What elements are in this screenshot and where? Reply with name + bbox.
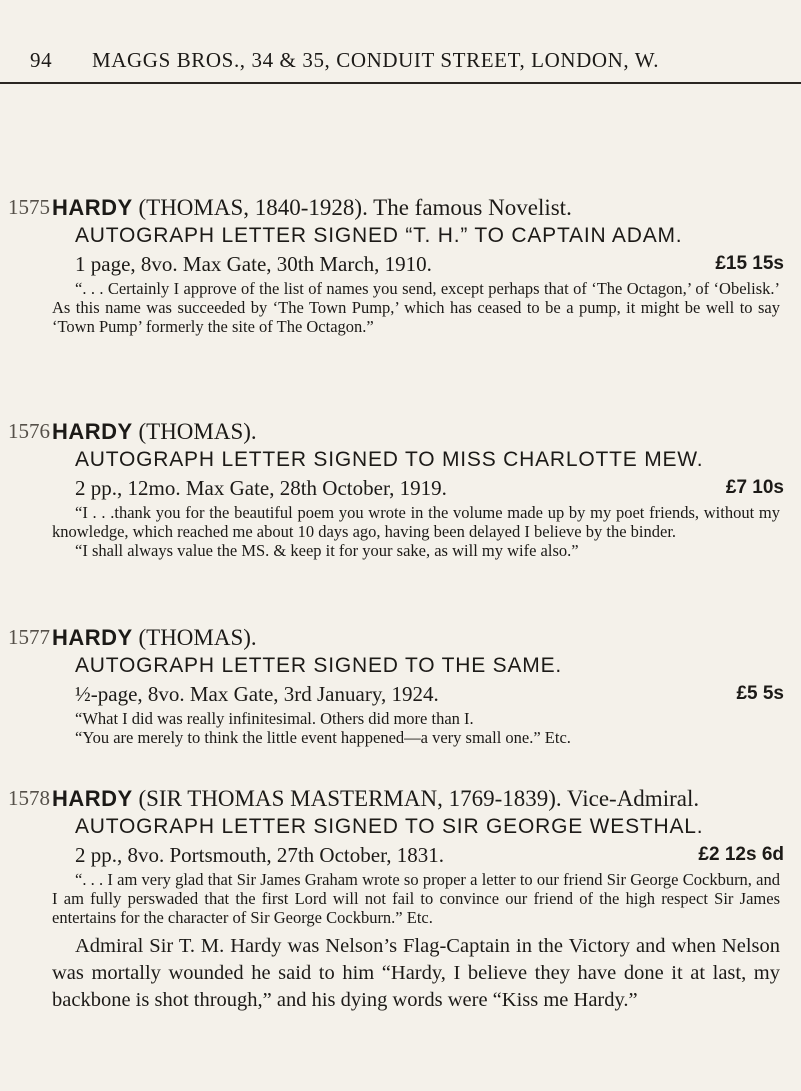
page-number: 94 bbox=[30, 48, 53, 72]
entry-price: £15 15s bbox=[715, 253, 784, 274]
entry-heading-rest: (THOMAS, 1840-1928). The famous Novelist. bbox=[132, 195, 572, 220]
entry-name: HARDY bbox=[52, 625, 133, 650]
entry-quote: “What I did was really infinitesimal. Others did more than I. bbox=[75, 709, 474, 728]
entry-quote: “. . . Certainly I approve of the list of names you send, except perhaps that of ‘The Octagon,’ of ‘Obelisk.’ As this name was succeeded by ‘The Town Pump,’ which has ceased to be a pump, it might be well to say ‘Town Pump’ formerly the site of The Octagon.” bbox=[52, 279, 780, 336]
entry-price: £2 12s 6d bbox=[698, 844, 784, 865]
lot-number: 1575 bbox=[8, 195, 50, 219]
entry-heading bbox=[52, 784, 792, 814]
entry-title: AUTOGRAPH LETTER SIGNED “T. H.” TO CAPTAIN ADAM. bbox=[75, 224, 683, 247]
entry-heading bbox=[52, 417, 792, 447]
entry-quote-continued: “You are merely to think the little event happened—a very small one.” Etc. bbox=[75, 728, 571, 747]
entry-collation: 1 page, 8vo. Max Gate, 30th March, 1910. £15 15s bbox=[75, 249, 792, 279]
entry-quote-continued: “I shall always value the MS. & keep it for your sake, as will my wife also.” bbox=[75, 541, 579, 560]
entry-name: HARDY bbox=[52, 195, 133, 220]
entry-heading-rest: (SIR THOMAS MASTERMAN, 1769-1839). Vice-Admiral. bbox=[132, 786, 700, 811]
entry-heading bbox=[52, 193, 792, 223]
entry-note: Admiral Sir T. M. Hardy was Nelson’s Flag-Captain in the Victory and when Nelson was mortally wounded he said to him “Hardy, I believe they have done it at last, my backbone is shot through,” and his dying words were “Kiss me Hardy.” bbox=[52, 935, 780, 1011]
entry-quote: “I . . .thank you for the beautiful poem you wrote in the volume made up by my poet friends, without my knowledge, which reached me about 10 days ago, having been delayed I believe by the binder. bbox=[52, 503, 780, 541]
entry-collation: ½-page, 8vo. Max Gate, 3rd January, 1924. £5 5s bbox=[75, 679, 792, 709]
header-rule bbox=[0, 82, 801, 84]
entry-title: AUTOGRAPH LETTER SIGNED TO THE SAME. bbox=[75, 654, 563, 677]
entry-price: £5 5s bbox=[736, 683, 784, 704]
lot-number: 1576 bbox=[8, 419, 50, 443]
lot-number: 1577 bbox=[8, 625, 50, 649]
page-header bbox=[30, 48, 790, 73]
entry-collation: 2 pp., 8vo. Portsmouth, 27th October, 1831. £2 12s 6d bbox=[75, 840, 792, 870]
entry-heading-rest: (THOMAS). bbox=[132, 625, 257, 650]
entry-collation: 2 pp., 12mo. Max Gate, 28th October, 1919. £7 10s bbox=[75, 473, 792, 503]
entry-heading bbox=[52, 623, 792, 653]
entry-name: HARDY bbox=[52, 786, 133, 811]
entry-price: £7 10s bbox=[725, 477, 784, 498]
lot-number: 1578 bbox=[8, 786, 50, 810]
entry-title: AUTOGRAPH LETTER SIGNED TO SIR GEORGE WESTHAL. bbox=[75, 815, 704, 838]
entry-heading-rest: (THOMAS). bbox=[132, 419, 257, 444]
entry-name: HARDY bbox=[52, 419, 133, 444]
entry-quote: “. . . I am very glad that Sir James Graham wrote so proper a letter to our friend Sir George Cockburn, and I am fully perswaded that the first Lord will not fail to convince our friend of the high respect Sir James entertains for the character of Sir George Cockburn.” Etc. bbox=[52, 870, 780, 927]
header-text: MAGGS BROS., 34 & 35, CONDUIT STREET, LONDON, W. bbox=[92, 48, 660, 72]
entry-title: AUTOGRAPH LETTER SIGNED TO MISS CHARLOTTE MEW. bbox=[75, 448, 704, 471]
